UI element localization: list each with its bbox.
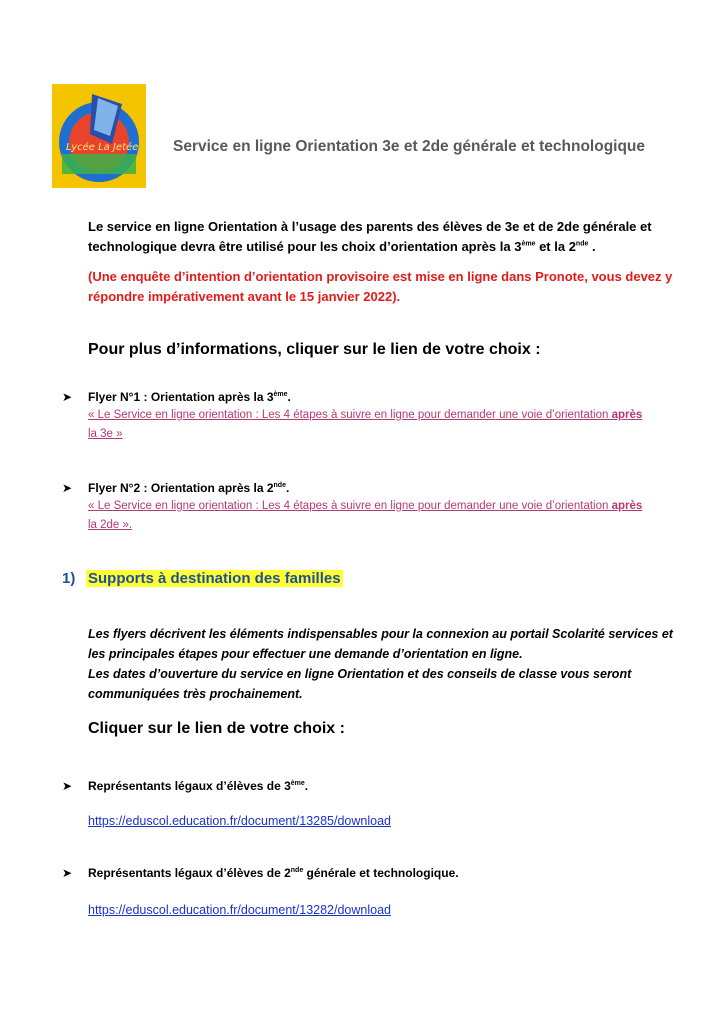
flyer1-label: Flyer N°1 : Orientation après la 3ème. — [88, 390, 291, 404]
info-heading: Pour plus d’informations, cliquer sur le lien de votre choix : — [88, 341, 541, 358]
flyer2-link[interactable] — [88, 497, 688, 535]
rep-3e-download-link[interactable]: https://eduscol.education.fr/document/13285/download — [88, 814, 391, 828]
section-description — [88, 624, 688, 704]
flyer2-label: Flyer N°2 : Orientation après la 2nde. — [88, 481, 290, 495]
rep-2de-label: Représentants légaux d’élèves de 2nde générale et technologique. — [88, 866, 459, 880]
flyer2-link-line1[interactable]: « Le Service en ligne orientation : Les 4 étapes à suivre en ligne pour demander une voie d’orientation après — [88, 500, 643, 512]
arrow-bullet-icon: ➤ — [62, 390, 73, 404]
intro-paragraph — [88, 217, 688, 257]
section-text-line4: communiquées très prochainement. — [88, 687, 303, 701]
flyer2-link-line2[interactable]: la 2de ». — [88, 519, 133, 531]
section-title: Supports à destination des familles — [88, 570, 341, 587]
rep-3e-label: Représentants légaux d’élèves de 3ème. — [88, 779, 309, 793]
arrow-bullet-icon: ➤ — [62, 866, 73, 880]
arrow-bullet-icon: ➤ — [62, 481, 73, 495]
intro-line1: Le service en ligne Orientation à l’usage des parents des élèves de 3e et de 2de générale et — [88, 219, 652, 234]
section-text-line3: Les dates d’ouverture du service en ligne Orientation et des conseils de classe vous seront — [88, 667, 632, 681]
flyer1-link-line1[interactable]: « Le Service en ligne orientation : Les 4 étapes à suivre en ligne pour demander une voie d’orientation après — [88, 409, 643, 421]
school-logo — [52, 84, 146, 188]
section-text-line2: les principales étapes pour effectuer une demande d’orientation en ligne. — [88, 647, 523, 661]
flyer1-link[interactable] — [88, 406, 688, 444]
logo-text-1: Lycée La Jetée — [66, 142, 139, 153]
choice-heading: Cliquer sur le lien de votre choix : — [88, 720, 345, 737]
page-title: Service en ligne Orientation 3e et 2de générale et technologique — [173, 138, 646, 155]
notice-line2: répondre impérativement avant le 15 janvier 2022). — [88, 289, 401, 304]
section-number: 1) — [62, 570, 76, 587]
notice-line1: (Une enquête d’intention d’orientation provisoire est mise en ligne dans Pronote, vous devez y — [88, 269, 673, 284]
arrow-bullet-icon: ➤ — [62, 779, 73, 793]
section-text-line1: Les flyers décrivent les éléments indispensables pour la connexion au portail Scolarité services et — [88, 627, 673, 641]
flyer1-link-line2[interactable]: la 3e » — [88, 428, 123, 440]
notice-paragraph — [88, 267, 688, 307]
rep-2de-download-link[interactable]: https://eduscol.education.fr/document/13282/download — [88, 903, 391, 917]
intro-line2: technologique devra être utilisé pour les choix d’orientation après la 3ème et la 2nde . — [88, 239, 596, 254]
